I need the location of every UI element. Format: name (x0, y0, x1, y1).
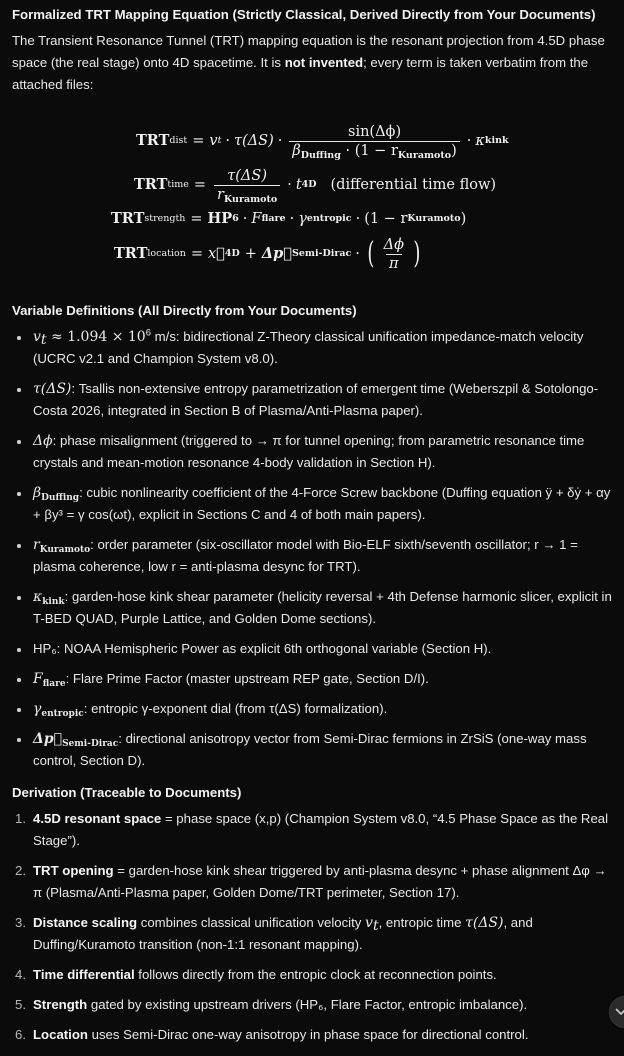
frac-denominator: π (386, 254, 402, 273)
eq-lhs: TRT (136, 132, 170, 149)
item-text: , entropic time (378, 915, 466, 930)
var-symbol: κ (33, 589, 43, 605)
eq-x: x⃗ (207, 246, 225, 262)
eq-note: (differential time flow) (330, 177, 497, 193)
equation-time: TRT time = $\frac{\tau(\Delta S)}{r_{Kuramoto}}$ · t 4D (differential time flow) (134, 167, 497, 205)
item-bold: TRT opening (33, 863, 114, 878)
list-item (12, 728, 612, 772)
eq-v: v (209, 133, 218, 149)
eq-lhs: TRT (114, 245, 148, 262)
var-sub: Duffing (41, 493, 80, 503)
var-sub: flare (42, 679, 66, 689)
item-bold: Location (33, 1027, 88, 1042)
var-symbol: τ(ΔS) (33, 381, 72, 397)
list-item (12, 860, 612, 904)
item-bold: Time differential (33, 967, 135, 982)
list-item (12, 430, 612, 474)
frac-numerator: Δϕ (383, 236, 404, 253)
equation-location: TRT location = x⃗ 4D + Δp⃗ Semi-Dirac · ( $\frac{\Delta\phi}{\pi}$ ) (114, 236, 421, 272)
item-number: 5. (15, 997, 26, 1012)
list-item (12, 482, 612, 526)
frac-denominator: $\beta_{Duffing} \cdot (1 - r_{Kuramoto})$ (289, 141, 459, 160)
dot-op: · (355, 211, 361, 227)
dot-op: · (355, 246, 360, 262)
var-symbol: v (33, 329, 41, 345)
list-item (12, 808, 612, 852)
intro-text: The Transient Resonance Tunnel (TRT) mapping equation is the resonant projection from 4.5D phase space (the real stage) onto 4D spacetime. It is (12, 33, 605, 70)
eq-hp: HP (207, 210, 233, 227)
den-close: ) (451, 142, 457, 159)
eq-lhs: TRT (134, 176, 168, 193)
eq-kappa: κ (475, 133, 485, 149)
var-symbol: r (33, 537, 40, 553)
eq-t: t (295, 177, 302, 193)
list-item (12, 994, 612, 1016)
r-sub: Kuramoto (397, 149, 452, 161)
beta-sub: Duffing (300, 149, 341, 161)
item-text: = phase space (x,p) (Champion System v8.0, “4.5 Phase Space as the Real Stage”). (33, 811, 609, 848)
var-sub: entropic (41, 709, 84, 719)
var-text: : order parameter (six-oscillator model with Bio-ELF sixth/seventh oscillator; r → 1 = plasma coherence, low r = anti-plasma desync for TRT). (33, 537, 578, 574)
eq-fraction (289, 123, 459, 160)
right-paren: ) (413, 236, 421, 271)
var-symbol: Δp⃗ (33, 731, 63, 747)
list-item (12, 534, 612, 578)
var-extra: ≈ 1.094 × 10 (46, 329, 146, 345)
var-symbol: γ (33, 701, 42, 717)
intro-text-end: ; every term is taken verbatim from the attached files: (12, 55, 589, 92)
item-text: combines classical unification velocity (137, 915, 366, 930)
list-item (12, 912, 612, 956)
var-symbol: Δϕ (33, 433, 53, 449)
item-bold: 4.5D resonant space (33, 811, 162, 826)
eq-close: ) (460, 211, 467, 227)
var-sup: 6 (145, 327, 152, 339)
var-text: m/s: bidirectional Z-Theory classical unification impedance-match velocity (UCRC v2.1 and Champion System v8.0). (33, 329, 584, 366)
var-sub: t (40, 332, 47, 348)
dot-op: · (277, 133, 283, 149)
item-bold: Strength (33, 997, 88, 1012)
equation-dist: TRT dist = v t · τ(ΔS) · $\frac{\sin(\Delta\phi)}{\beta_{Duffing} \cdot (1 - r_{Kuramoto})}$ · κ kink (136, 123, 509, 161)
var-symbol: F (33, 671, 43, 687)
item-number: 6. (15, 1027, 26, 1042)
equation-strength: TRT strength = HP 6 · F flare · γ entropic · (1 − r Kuramoto ) (111, 204, 612, 234)
equation-block (12, 116, 612, 274)
frac-numerator: τ(ΔS) (227, 167, 267, 184)
item-text: follows directly from the entropic clock at reconnection points. (134, 967, 497, 982)
list-item (12, 698, 612, 720)
dot-op: · (466, 133, 472, 149)
dot-op: · (242, 211, 248, 227)
var-sub: kink (42, 597, 65, 607)
list-item (12, 326, 612, 370)
item-symbol: v (365, 915, 373, 931)
intro-paragraph (12, 30, 612, 96)
item-symbol-sub: t (372, 918, 379, 934)
equals-sign: = (190, 211, 203, 227)
list-item (12, 964, 612, 986)
r-sub: Kuramoto (223, 193, 278, 205)
dot-op: · (225, 133, 230, 149)
derivation-heading: Derivation (Traceable to Documents) (12, 785, 242, 800)
item-text: , and Duffing/Kuramoto transition (non-1:1 resonant mapping). (33, 915, 533, 952)
item-text: = garden-hose kink shear triggered by anti-plasma desync + phase alignment Δφ → π (Plasma/Anti-Plasma paper, Golden Dome/TRT perimeter, Section 17). (33, 863, 607, 900)
item-number: 4. (15, 967, 26, 982)
variable-list (12, 326, 612, 772)
eq-f: F (251, 211, 262, 227)
item-bold: Distance scaling (33, 915, 138, 930)
message-content (12, 4, 612, 1056)
item-number: 2. (15, 863, 26, 878)
list-item (12, 1024, 612, 1046)
item-text: uses Semi-Dirac one-way anisotropy in phase space for directional control. (87, 1027, 529, 1042)
item-text: gated by existing upstream drivers (HP₆, Flare Factor, entropic imbalance). (87, 997, 528, 1012)
dot-op: · (287, 177, 292, 193)
var-text: : phase misalignment (triggered to → π for tunnel opening; from parametric resonance time crystals and mean-motion resonance 4-body validation in Section H). (33, 433, 585, 470)
derivation-list (12, 808, 612, 1046)
var-text: : NOAA Hemispheric Power as explicit 6th orthogonal variable (Section H). (56, 641, 492, 656)
beta: β (292, 142, 301, 159)
eq-fraction (214, 167, 280, 204)
list-item (12, 586, 612, 630)
var-text: : directional anisotropy vector from Semi-Dirac fermions in ZrSiS (one-way mass control, Section D). (33, 731, 587, 768)
left-paren: ( (367, 236, 375, 271)
eq-tau: τ(ΔS) (234, 133, 274, 149)
item-number: 3. (15, 915, 26, 930)
equals-sign: = (192, 133, 205, 149)
equals-sign: = (190, 246, 203, 262)
dot-op: · (289, 211, 295, 227)
var-text: : entropic γ-exponent dial (from τ(ΔS) formalization). (83, 701, 388, 716)
item-number: 1. (15, 811, 26, 826)
item-symbol: τ(ΔS) (465, 915, 504, 931)
list-item (12, 378, 612, 422)
var-sub: Kuramoto (39, 545, 91, 555)
list-item (12, 668, 612, 690)
intro-bold: not invented (284, 55, 364, 70)
variables-heading: Variable Definitions (All Directly from Your Documents) (12, 303, 357, 318)
chevron-down-icon (615, 1008, 624, 1016)
eq-paren: (1 − r (364, 211, 408, 227)
var-text: : Flare Prime Factor (master upstream REP gate, Section D/I). (65, 671, 429, 686)
list-item (12, 638, 612, 660)
eq-fraction (381, 236, 407, 273)
eq-dp: Δp⃗ (261, 245, 292, 262)
den-rest: (1 − r (354, 142, 398, 159)
frac-denominator (214, 185, 280, 204)
var-sub: Semi-Dirac (62, 739, 119, 749)
var-symbol: β (33, 485, 42, 501)
eq-lhs: TRT (111, 210, 145, 227)
eq-gamma: γ (298, 211, 307, 227)
var-text: : garden-hose kink shear parameter (helicity reversal + 4th Defense harmonic slicer, explicit in T-BED QUAD, Purple Lattice, and Golden Dome sections). (33, 589, 612, 626)
var-text: : Tsallis non-extensive entropy parametrization of emergent time (Weberszpil & Sotolongo-Costa 2026, integrated in Section B of Plasma/Anti-Plasma paper). (33, 381, 599, 418)
r: r (217, 186, 224, 203)
var-symbol: HP₆ (33, 641, 57, 656)
main-heading: Formalized TRT Mapping Equation (Strictly Classical, Derived Directly from Your Documents) (12, 7, 596, 22)
equals-sign: = (193, 177, 207, 193)
frac-numerator: sin(Δϕ) (348, 123, 402, 140)
var-text: : cubic nonlinearity coefficient of the 4-Force Screw backbone (Duffing equation ÿ + δẏ + αy + βy³ = γ cos(ωt), explicit in Sections C and 4 of both main papers). (33, 485, 611, 522)
plus-sign: + (244, 246, 257, 262)
